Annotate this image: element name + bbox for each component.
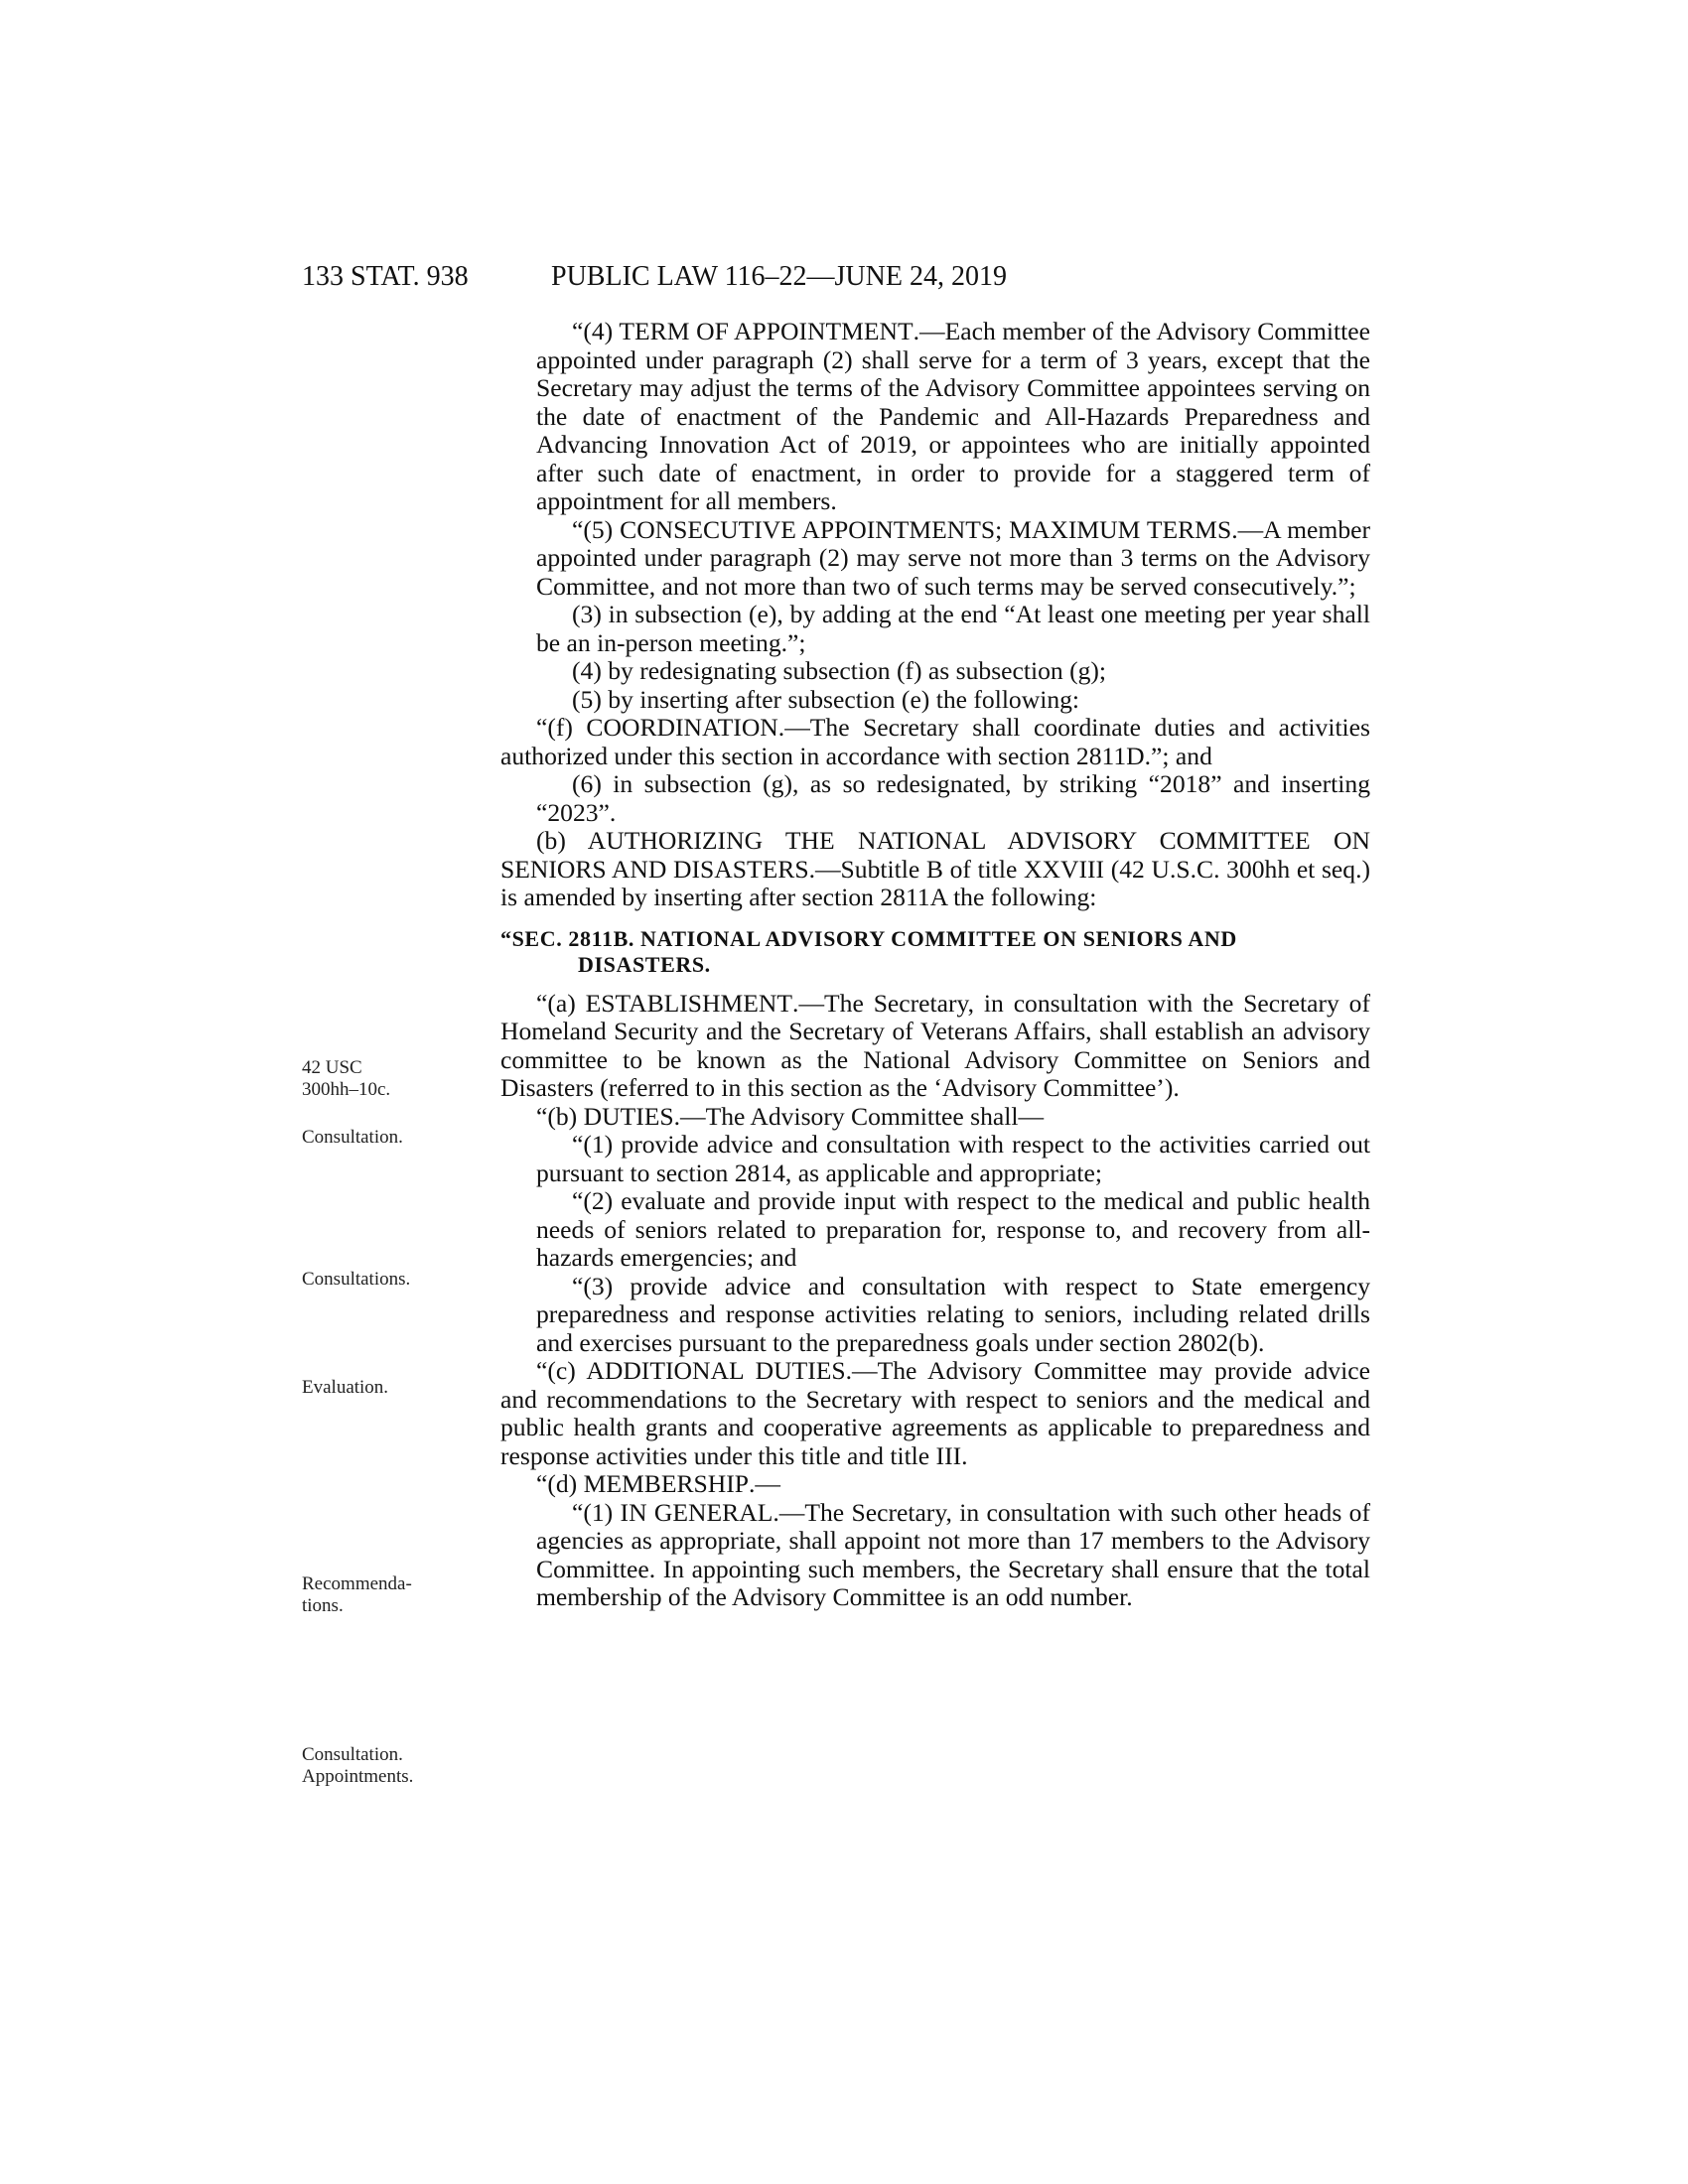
- margin-note-consultation-2: Consultation.: [302, 1744, 403, 1765]
- running-head-title: PUBLIC LAW 116–22—JUNE 24, 2019: [551, 261, 1007, 292]
- margin-note-recommendations-line2: tions.: [302, 1595, 344, 1616]
- subsection-f-coordination: “(f) COORDINATION.—The Secretary shall coordinate duties and activities authorized under this section in accordance with section 2811D.”; and: [500, 713, 1370, 770]
- item-3-in-person-meeting: (3) in subsection (e), by adding at the end “At least one meeting per year shall be an in-person meeting.”;: [536, 600, 1370, 657]
- margin-note-usc: [302, 1057, 461, 1101]
- subsection-b-duties: “(b) DUTIES.—The Advisory Committee shall—: [536, 1101, 1045, 1131]
- membership-1-in-general: “(1) IN GENERAL.—The Secretary, in consultation with such other heads of agencies as appropriate, shall appoint not more than 17 members to the Advisory Committee. In appointing such members, the Secretary shall ensure that the total membership of the Advisory Committee is an odd number.: [536, 1497, 1370, 1611]
- duty-3: “(3) provide advice and consultation with respect to State emergency preparedness and response activities relating to seniors, including related drills and exercises pursuant to the preparedness goals under section 2802(b).: [536, 1271, 1370, 1357]
- subsection-d-membership: “(d) MEMBERSHIP.—: [536, 1469, 780, 1498]
- subsection-c-additional-duties: “(c) ADDITIONAL DUTIES.—The Advisory Committee may provide advice and recommendations to the Secretary with respect to seniors and the medical and public health grants and cooperative agreements as applicable to preparedness and response activities under this title and title III.: [500, 1356, 1371, 1470]
- subsection-a-establishment: “(a) ESTABLISHMENT.—The Secretary, in consultation with the Secretary of Homeland Security and the Secretary of Veterans Affairs, shall establish an advisory committee to be known as the National Advisory Committee on Seniors and Disasters (referred to in this section as the ‘Advisory Committee’).: [500, 988, 1370, 1102]
- paragraph-5-consecutive-appointments: “(5) CONSECUTIVE APPOINTMENTS; MAXIMUM TERMS.—A member appointed under paragraph (2) may serve not more than 3 terms on the Advisory Committee, and not more than two of such terms may be served consecutively.”;: [536, 514, 1371, 601]
- duty-1: “(1) provide advice and consultation with respect to the activities carried out pursuant to section 2814, as applicable and appropriate;: [536, 1130, 1370, 1187]
- margin-note-consultation-appointments: [302, 1744, 461, 1788]
- margin-note-evaluation: Evaluation.: [302, 1377, 389, 1398]
- margin-note-consultations: Consultations.: [302, 1269, 411, 1290]
- paragraph-4-term-of-appointment: “(4) TERM OF APPOINTMENT.—Each member of the Advisory Committee appointed under paragraph (2) shall serve for a term of 3 years, except that the Secretary may adjust the terms of the Advisory Committee appointees serving on the date of enactment of the Pandemic and All-Hazards Preparedness and Advancing Innovation Act of 2019, or appointees who are initially appointed after such date of enactment, in order to provide for a staggered term of appointment for all members.: [536, 317, 1370, 515]
- section-2811b-heading: “SEC. 2811B. NATIONAL ADVISORY COMMITTEE ON SENIORS AND DISASTERS.: [500, 925, 1237, 977]
- duty-2: “(2) evaluate and provide input with respect to the medical and public health needs of seniors related to preparation for, response to, and recovery from all-hazards emergencies; and: [536, 1186, 1370, 1272]
- subsection-b-authorizing: (b) AUTHORIZING THE NATIONAL ADVISORY COMMITTEE ON SENIORS AND DISASTERS.—Subtitle B of title XXVIII (42 U.S.C. 300hh et seq.) is amended by inserting after section 2811A the following:: [500, 826, 1370, 911]
- item-4-redesignate: (4) by redesignating subsection (f) as subsection (g);: [572, 656, 1107, 685]
- margin-note-recommendations-line1: Recommenda-: [302, 1573, 412, 1594]
- margin-note-appointments: Appointments.: [302, 1766, 414, 1787]
- body-text: [500, 318, 1370, 1612]
- item-6-strike-2018: (6) in subsection (g), as so redesignated, by striking “2018” and inserting “2023”.: [536, 769, 1370, 827]
- margin-note-usc-line2: 300hh–10c.: [302, 1079, 391, 1100]
- item-5-insert: (5) by inserting after subsection (e) the following:: [572, 684, 1080, 714]
- stat-reference: 133 STAT. 938: [302, 261, 469, 292]
- margin-note-recommendations: [302, 1573, 461, 1617]
- margin-note-consultation: Consultation.: [302, 1127, 403, 1148]
- page-header: [0, 260, 1688, 300]
- margin-note-usc-line1: 42 USC: [302, 1057, 362, 1078]
